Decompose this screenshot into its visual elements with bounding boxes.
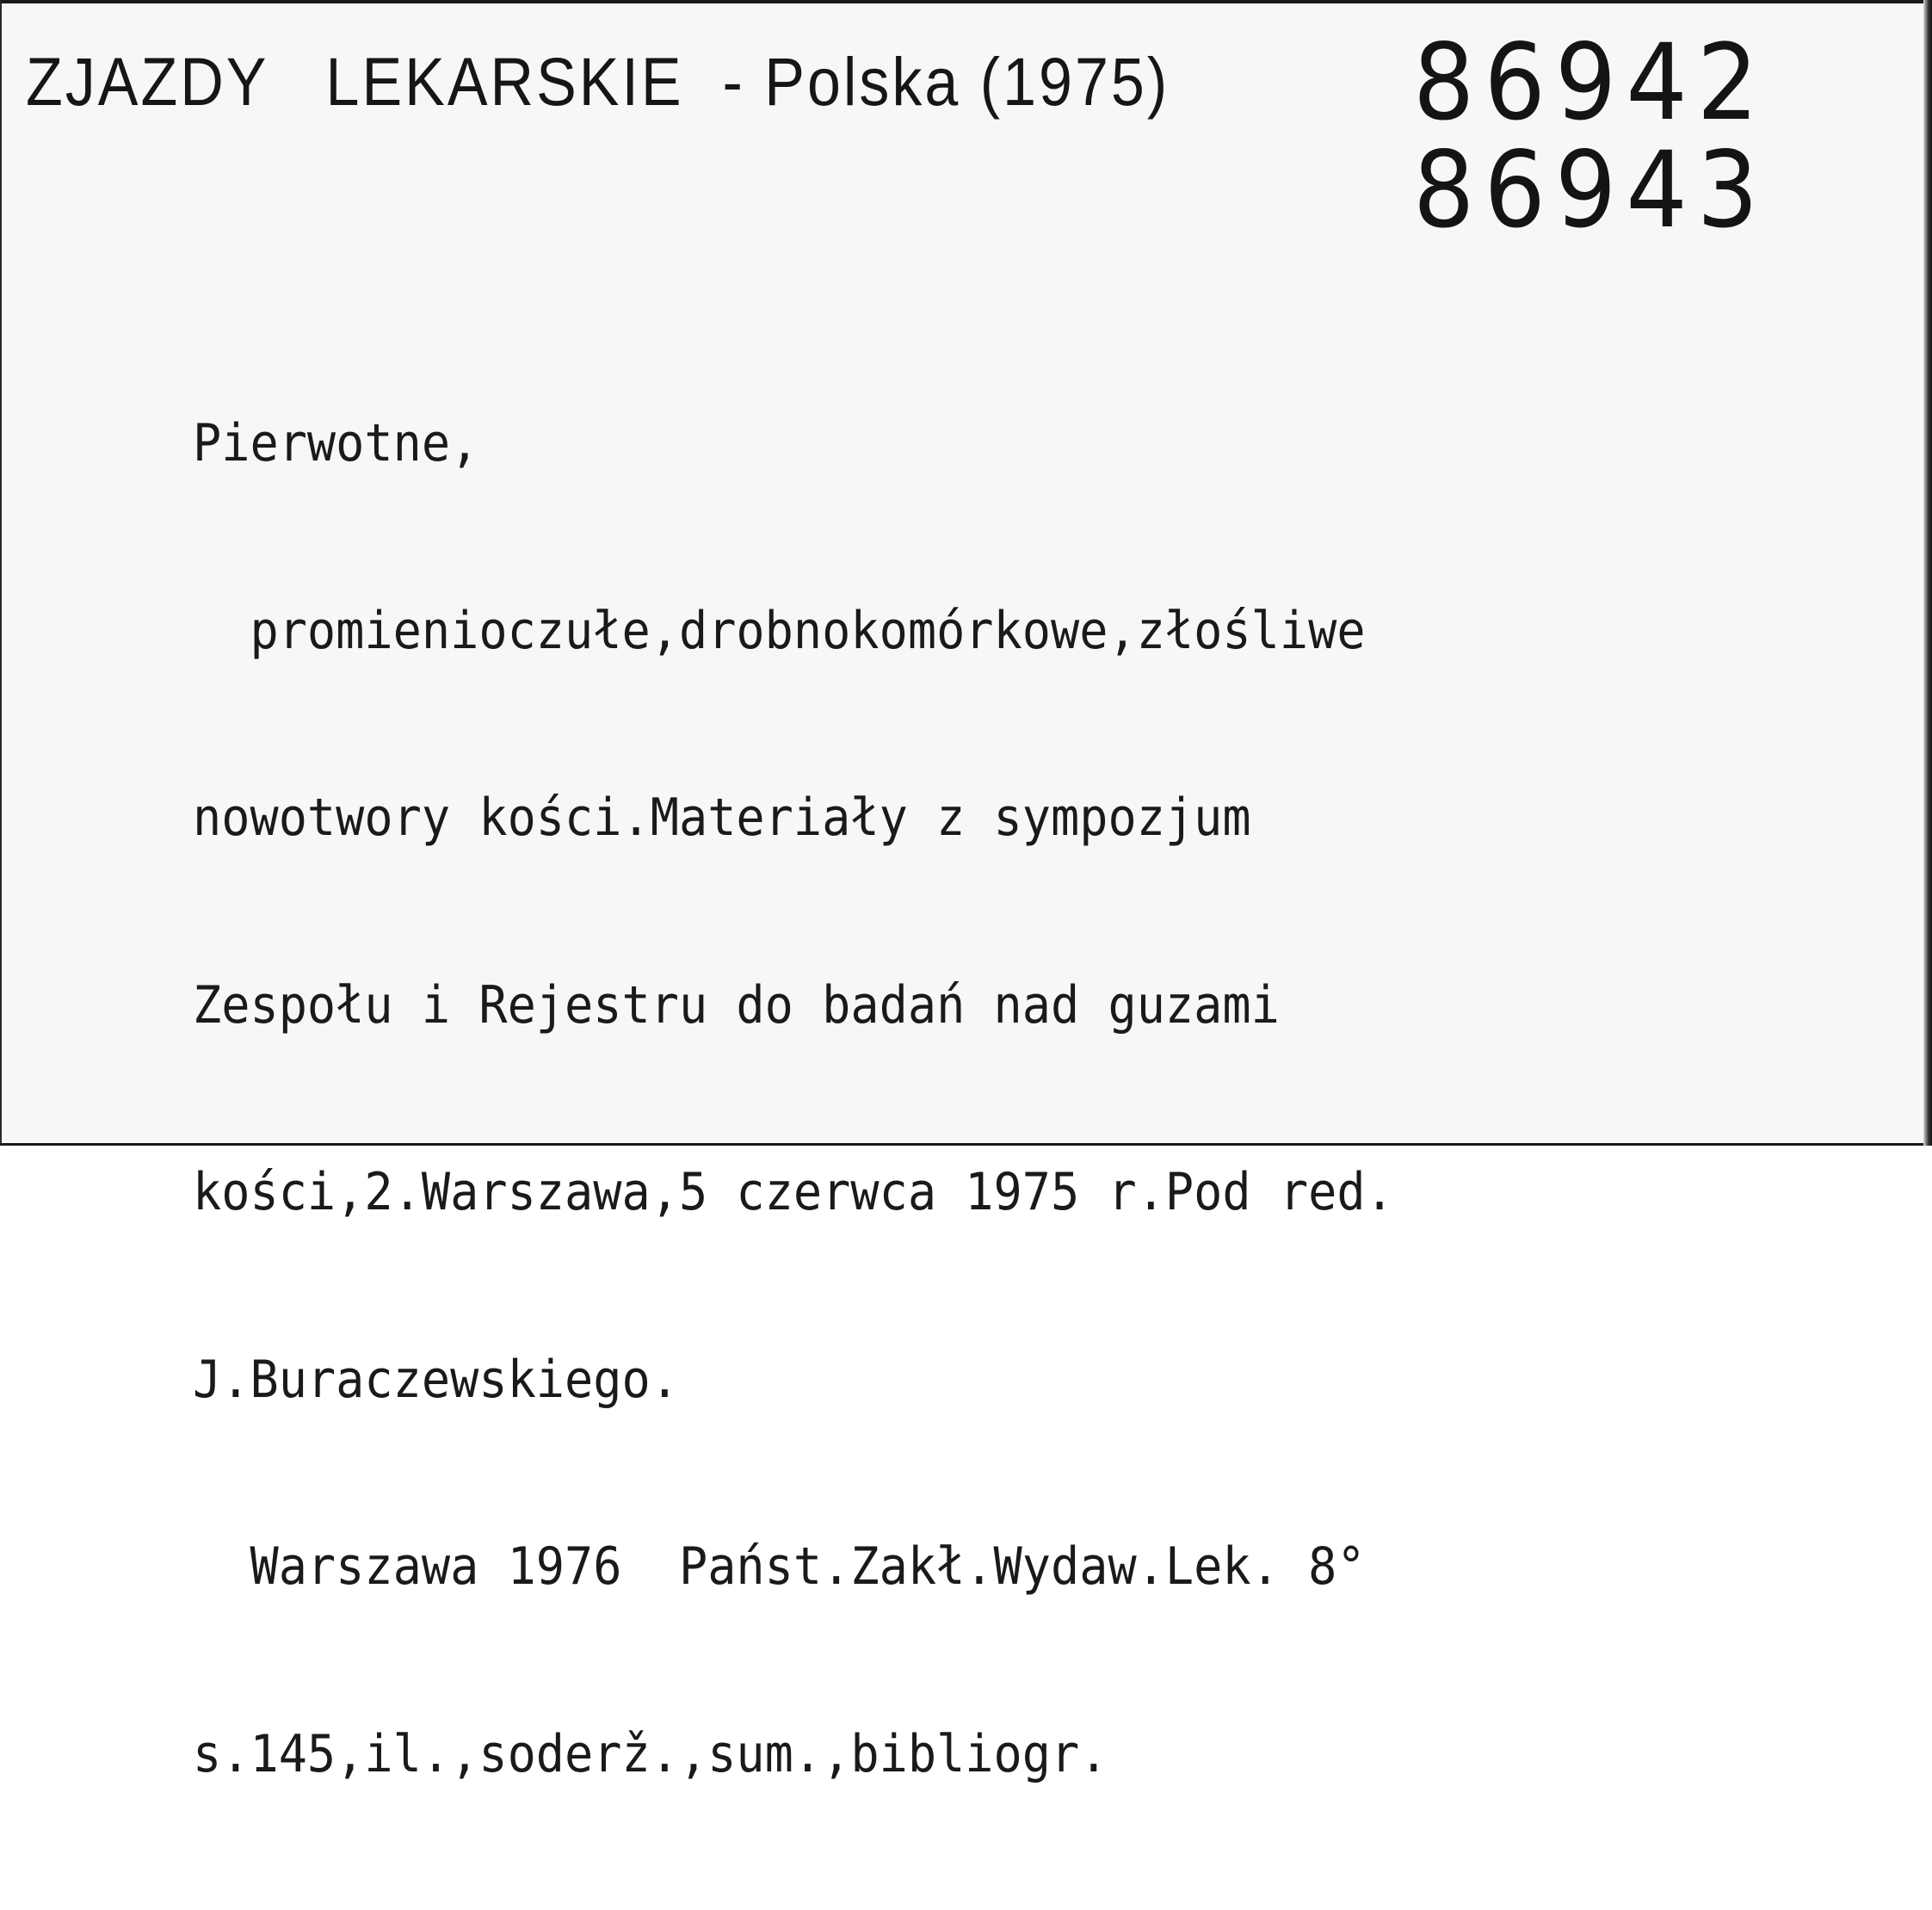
subject-heading: ZJAZDY LEKARSKIE - Polska (1975) (26, 44, 1170, 120)
entry-line-3: nowotwory kości.Materiały z sympozjum (193, 788, 1251, 848)
call-number-1: 86942 (1413, 22, 1768, 144)
card-edge-shadow (1923, 0, 1932, 1146)
entry-line-1: Pierwotne, (193, 413, 479, 473)
entry-line-2: promienioczułe,drobnokomórkowe,złośliwe (193, 600, 1366, 661)
entry-line-4: Zespołu i Rejestru do badań nad guzami (193, 974, 1280, 1035)
call-number-2: 86943 (1413, 129, 1768, 251)
entry-line-6: J.Buraczewskiego. (193, 1349, 679, 1410)
entry-line-7: Warszawa 1976 Państ.Zakł.Wydaw.Lek. 8° (193, 1536, 1366, 1597)
call-numbers (1413, 22, 1768, 251)
bibliographic-entry (193, 287, 1394, 1910)
entry-line-5: kości,2.Warszawa,5 czerwca 1975 r.Pod red. (193, 1162, 1394, 1222)
entry-line-8: s.145,il.,soderž.,sum.,bibliogr. (193, 1723, 1108, 1784)
